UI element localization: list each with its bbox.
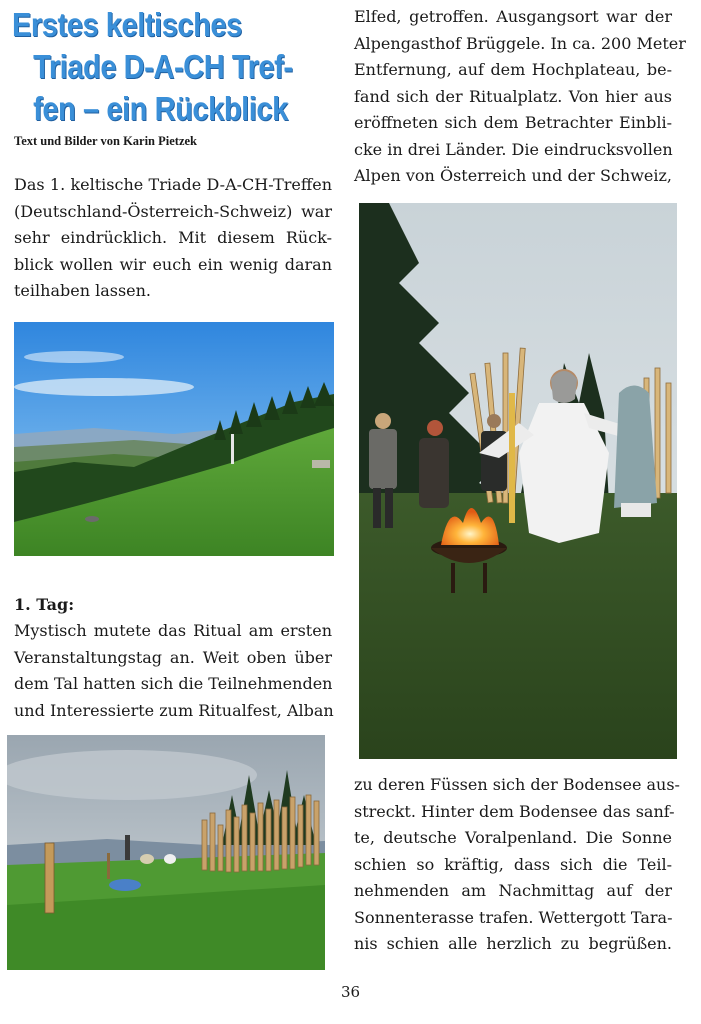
day1-paragraph: [14, 592, 332, 724]
landscape-line: streckt. Hinter dem Bodensee das sanf-: [354, 801, 675, 821]
day1-line: und Interessierte zum Ritualfest, Alban: [14, 700, 334, 720]
page-number: 36: [340, 983, 361, 1001]
intro-line: blick wollen wir euch ein wenig daran: [14, 254, 332, 274]
ritual-line: cke in drei Länder. Die eindrucksvollen: [354, 139, 673, 159]
landscape-line: zu deren Füssen sich der Bodensee aus-: [354, 775, 680, 794]
intro-line: sehr eindrücklich. Mit diesem Rück-: [14, 228, 332, 247]
title-line-3: fen – ein Rückblick: [33, 90, 288, 127]
landscape-line: nis schien alle herzlich zu begrüßen.: [354, 934, 672, 953]
day1-line: Veranstaltungstag an. Weit oben über: [14, 647, 332, 667]
landscape-line: Sonnenterasse trafen. Wettergott Tara-: [354, 907, 673, 927]
ritual-line: Alpen von Österreich und der Schweiz,: [354, 166, 672, 185]
day1-line: Mystisch mutete das Ritual am ersten: [14, 621, 332, 640]
ritual-line: Alpengasthof Brüggele. In ca. 200 Meter: [354, 33, 686, 53]
title-line-2: Triade D-A-CH Tref-: [33, 48, 293, 85]
ritual-line: Entfernung, auf dem Hochplateau, be-: [354, 60, 672, 79]
intro-paragraph: [14, 172, 332, 305]
intro-line: teilhaben lassen.: [14, 281, 152, 300]
landscape-line: nehmenden am Nachmittag auf der: [354, 881, 672, 900]
photo-landscape-meadow: [14, 322, 334, 556]
article-title: [12, 4, 302, 130]
photo-ritual-site-stakes: [7, 735, 325, 970]
landscape-line: schien so kräftig, dass sich die Teil-: [354, 854, 672, 874]
ritual-line: eröffneten sich dem Betrachter Einbli-: [354, 113, 672, 132]
ritual-place-paragraph: [354, 4, 686, 190]
day1-heading: 1. Tag:: [14, 595, 75, 614]
day1-line: dem Tal hatten sich die Teilnehmenden: [14, 674, 333, 693]
landscape-paragraph: [354, 772, 680, 958]
intro-line: Das 1. keltische Triade D-A-CH-Treffen: [14, 175, 332, 194]
intro-line: (Deutschland-Österreich-Schweiz) war: [14, 201, 332, 221]
byline: Text und Bilder von Karin Pietzek: [14, 134, 198, 148]
photo-fire-ritual: [359, 203, 677, 759]
ritual-line: Elfed, getroffen. Ausgangsort war der: [354, 7, 672, 26]
ritual-line: fand sich der Ritualplatz. Von hier aus: [354, 86, 672, 106]
title-line-1: Erstes keltisches: [12, 6, 242, 43]
landscape-line: te, deutsche Voralpenland. Die Sonne: [354, 828, 672, 847]
